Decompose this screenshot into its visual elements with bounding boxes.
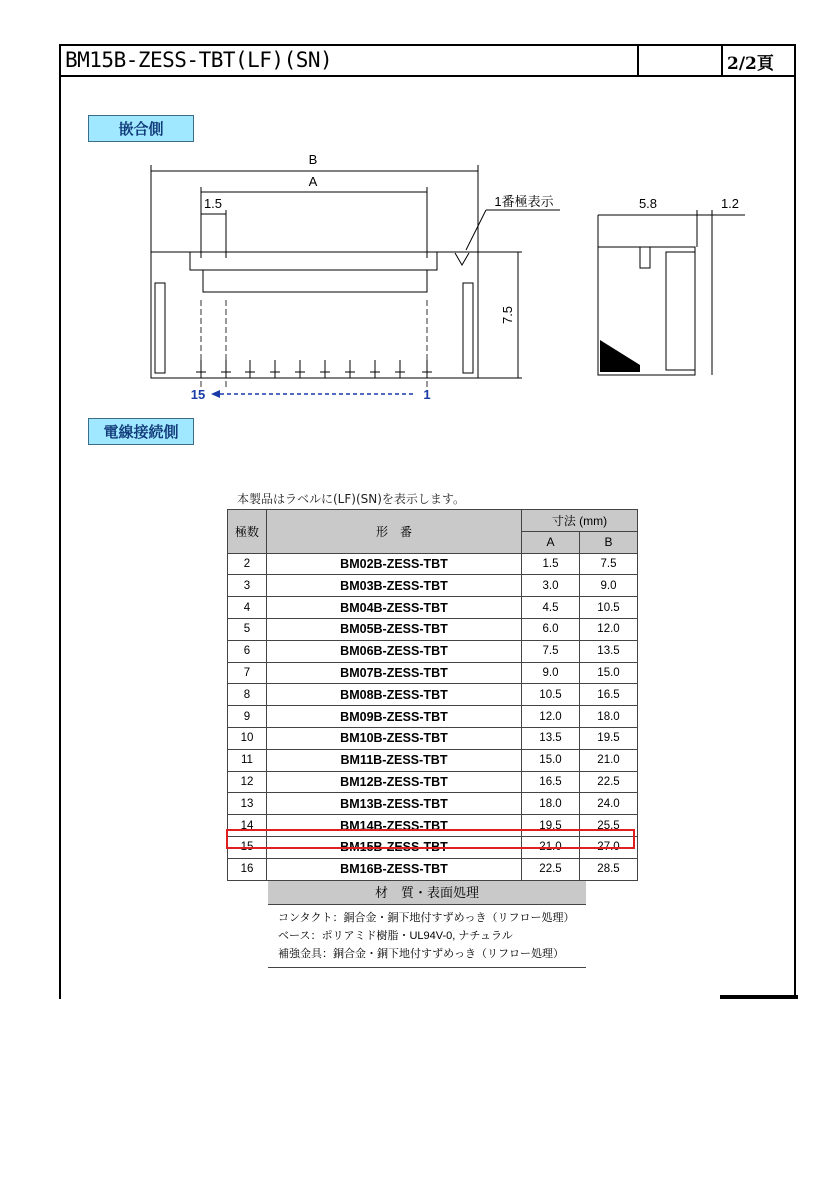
table-row xyxy=(228,749,638,771)
cell-dim-a: 13.5 xyxy=(522,727,580,749)
cell-part-number: BM07B-ZESS-TBT xyxy=(267,662,522,684)
materials-title: 材 質・表面処理 xyxy=(268,880,586,905)
table-row xyxy=(228,706,638,728)
label-note: 本製品はラベルに(LF)(SN)を表示します。 xyxy=(237,492,465,506)
cell-dim-b: 21.0 xyxy=(580,749,638,771)
cell-poles: 4 xyxy=(228,597,267,619)
cell-part-number: BM12B-ZESS-TBT xyxy=(267,771,522,793)
cell-poles: 15 xyxy=(228,836,267,858)
dim-height-label: 7.5 xyxy=(500,305,515,325)
header-part-number: 形 番 xyxy=(267,510,522,554)
materials-line-reinforcement: 補強金具：銅合金・銅下地付すずめっき（リフロー処理） xyxy=(278,948,564,960)
cell-dim-a: 1.5 xyxy=(522,553,580,575)
cell-dim-b: 9.0 xyxy=(580,575,638,597)
cell-dim-a: 6.0 xyxy=(522,618,580,640)
cell-dim-b: 7.5 xyxy=(580,553,638,575)
cell-part-number: BM11B-ZESS-TBT xyxy=(267,749,522,771)
cell-part-number: BM13B-ZESS-TBT xyxy=(267,793,522,815)
cell-part-number: BM10B-ZESS-TBT xyxy=(267,727,522,749)
cell-dim-b: 25.5 xyxy=(580,815,638,837)
table-row xyxy=(228,815,638,837)
cell-poles: 7 xyxy=(228,662,267,684)
materials-box xyxy=(268,880,586,968)
cell-dim-a: 9.0 xyxy=(522,662,580,684)
cell-part-number: BM02B-ZESS-TBT xyxy=(267,553,522,575)
header-dim-a: A xyxy=(522,531,580,553)
pin-start-label: 15 xyxy=(190,387,206,402)
cell-dim-b: 28.5 xyxy=(580,858,638,880)
dim-side-label: 1.2 xyxy=(720,196,740,211)
table-row xyxy=(228,727,638,749)
cell-dim-b: 10.5 xyxy=(580,597,638,619)
cell-dim-b: 19.5 xyxy=(580,727,638,749)
dim-a-label: A xyxy=(308,174,318,189)
page-number: 2/2頁 xyxy=(727,54,774,74)
cell-part-number: BM04B-ZESS-TBT xyxy=(267,597,522,619)
materials-line-contact: コンタクト：銅合金・銅下地付すずめっき（リフロー処理） xyxy=(278,912,575,924)
cell-poles: 14 xyxy=(228,815,267,837)
dim-pitch-label: 1.5 xyxy=(203,196,223,211)
pin1-mark-label: 1番極表示 xyxy=(494,194,554,209)
cell-part-number: BM09B-ZESS-TBT xyxy=(267,706,522,728)
table-row xyxy=(228,858,638,880)
cell-part-number: BM16B-ZESS-TBT xyxy=(267,858,522,880)
pin-direction-arrowhead xyxy=(211,390,220,398)
cell-dim-a: 15.0 xyxy=(522,749,580,771)
table-row xyxy=(228,684,638,706)
cell-dim-b: 22.5 xyxy=(580,771,638,793)
table-row xyxy=(228,640,638,662)
materials-line-base: ベース：ポリアミド樹脂・UL94V-0, ナチュラル xyxy=(278,930,513,942)
cell-dim-a: 18.0 xyxy=(522,793,580,815)
cell-dim-a: 19.5 xyxy=(522,815,580,837)
cell-dim-b: 18.0 xyxy=(580,706,638,728)
cell-dim-a: 21.0 xyxy=(522,836,580,858)
table-row xyxy=(228,771,638,793)
cell-dim-b: 13.5 xyxy=(580,640,638,662)
table-row xyxy=(228,793,638,815)
cell-poles: 10 xyxy=(228,727,267,749)
cell-poles: 13 xyxy=(228,793,267,815)
cell-dim-a: 4.5 xyxy=(522,597,580,619)
section-label-wire-side: 電線接続側 xyxy=(88,418,194,445)
cell-dim-b: 24.0 xyxy=(580,793,638,815)
table-row xyxy=(228,575,638,597)
connector-drawing xyxy=(0,0,835,470)
cell-poles: 12 xyxy=(228,771,267,793)
pin-end-label: 1 xyxy=(423,387,431,402)
cell-part-number: BM03B-ZESS-TBT xyxy=(267,575,522,597)
table-row xyxy=(228,597,638,619)
cell-part-number: BM06B-ZESS-TBT xyxy=(267,640,522,662)
cell-poles: 11 xyxy=(228,749,267,771)
cell-dim-a: 10.5 xyxy=(522,684,580,706)
cell-poles: 5 xyxy=(228,618,267,640)
cell-poles: 3 xyxy=(228,575,267,597)
cell-dim-a: 16.5 xyxy=(522,771,580,793)
table-row xyxy=(228,836,638,858)
cell-poles: 6 xyxy=(228,640,267,662)
header-dimensions: 寸法 (mm) xyxy=(522,510,638,532)
connector-body-front xyxy=(151,252,478,378)
cell-poles: 2 xyxy=(228,553,267,575)
table-row xyxy=(228,618,638,640)
cell-part-number: BM15B-ZESS-TBT xyxy=(267,836,522,858)
pin-row xyxy=(196,360,432,378)
cell-dim-a: 22.5 xyxy=(522,858,580,880)
cell-dim-b: 27.0 xyxy=(580,836,638,858)
document-title: BM15B-ZESS-TBT(LF)(SN) xyxy=(65,48,333,72)
table-row xyxy=(228,553,638,575)
cell-poles: 9 xyxy=(228,706,267,728)
frame-corner-mark xyxy=(720,995,798,999)
cell-poles: 8 xyxy=(228,684,267,706)
cell-dim-b: 16.5 xyxy=(580,684,638,706)
cell-part-number: BM05B-ZESS-TBT xyxy=(267,618,522,640)
pin1-triangle-mark xyxy=(455,253,469,265)
cell-dim-a: 12.0 xyxy=(522,706,580,728)
cell-dim-b: 12.0 xyxy=(580,618,638,640)
cell-dim-b: 15.0 xyxy=(580,662,638,684)
section-label-mating-side: 嵌合側 xyxy=(88,115,194,142)
cell-poles: 16 xyxy=(228,858,267,880)
dim-depth-label: 5.8 xyxy=(638,196,658,211)
cell-dim-a: 3.0 xyxy=(522,575,580,597)
cell-part-number: BM08B-ZESS-TBT xyxy=(267,684,522,706)
cell-part-number: BM14B-ZESS-TBT xyxy=(267,815,522,837)
dim-b-label: B xyxy=(308,152,318,167)
table-row xyxy=(228,662,638,684)
cell-dim-a: 7.5 xyxy=(522,640,580,662)
header-poles: 極数 xyxy=(228,510,267,554)
header-dim-b: B xyxy=(580,531,638,553)
side-view-solder-tab xyxy=(600,340,640,372)
dimension-table xyxy=(227,509,638,881)
